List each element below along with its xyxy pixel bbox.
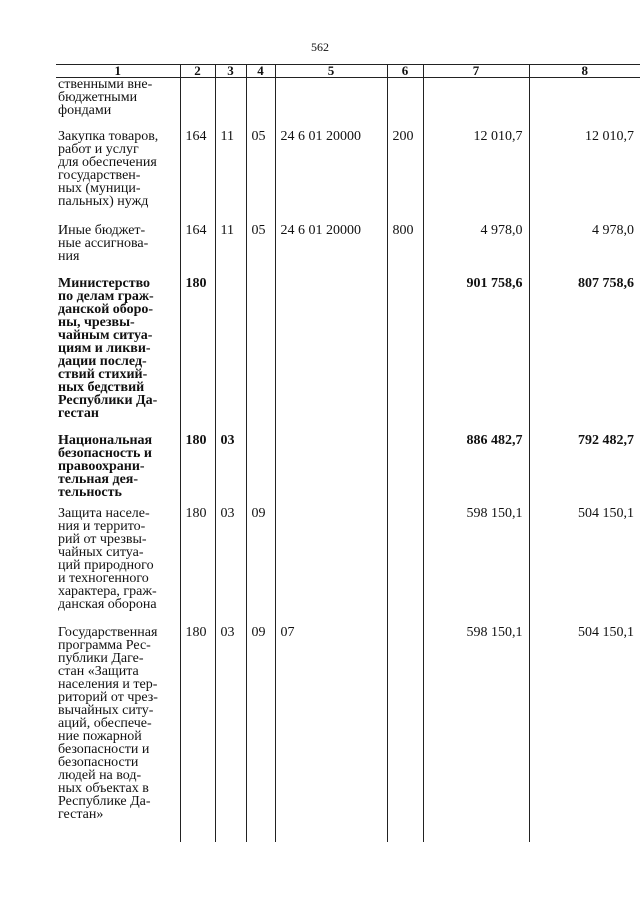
table-row xyxy=(56,624,640,842)
cell-col-7: 598 150,1 xyxy=(423,505,529,624)
table-row xyxy=(56,222,640,275)
cell-col-5 xyxy=(275,78,387,129)
cell-col-4 xyxy=(246,275,275,432)
cell-col-5 xyxy=(275,275,387,432)
table-row xyxy=(56,78,640,129)
cell-col-4: 09 xyxy=(246,624,275,842)
cell-col-7: 598 150,1 xyxy=(423,624,529,842)
cell-col-4: 05 xyxy=(246,222,275,275)
cell-col-6: 200 xyxy=(387,128,423,222)
cell-col-3: 11 xyxy=(215,222,246,275)
header-col-1: 1 xyxy=(56,65,180,78)
cell-col-5 xyxy=(275,432,387,505)
header-col-5: 5 xyxy=(275,65,387,78)
row-name: Иные бюджет- ные ассигнова- ния xyxy=(58,223,149,264)
cell-col-2 xyxy=(180,78,215,129)
row-name: ственными вне- бюджетными фондами xyxy=(58,77,153,118)
cell-col-8: 807 758,6 xyxy=(529,275,640,432)
cell-col-7: 12 010,7 xyxy=(423,128,529,222)
cell-col-7: 4 978,0 xyxy=(423,222,529,275)
header-col-2: 2 xyxy=(180,65,215,78)
cell-col-4: 05 xyxy=(246,128,275,222)
header-col-4: 4 xyxy=(246,65,275,78)
cell-col-5: 24 6 01 20000 xyxy=(275,222,387,275)
table-header xyxy=(56,65,640,78)
table-row xyxy=(56,128,640,222)
cell-col-2: 164 xyxy=(180,128,215,222)
row-name: Национальная безопасность и правоохрани- тельная дея- тельность xyxy=(58,433,153,500)
header-col-8: 8 xyxy=(529,65,640,78)
cell-col-5 xyxy=(275,505,387,624)
cell-col-2: 180 xyxy=(180,505,215,624)
cell-col-2: 164 xyxy=(180,222,215,275)
row-name: Закупка товаров, работ и услуг для обеспечения государствен- ных (муници- пальных) нужд xyxy=(58,129,159,209)
cell-col-3: 03 xyxy=(215,624,246,842)
header-row xyxy=(56,65,640,78)
table-body xyxy=(56,78,640,843)
cell-col-7 xyxy=(423,78,529,129)
cell-col-7: 901 758,6 xyxy=(423,275,529,432)
cell-col-3 xyxy=(215,275,246,432)
cell-col-4: 09 xyxy=(246,505,275,624)
cell-col-6 xyxy=(387,432,423,505)
cell-col-7: 886 482,7 xyxy=(423,432,529,505)
cell-col-3: 03 xyxy=(215,432,246,505)
cell-col-8: 12 010,7 xyxy=(529,128,640,222)
cell-col-6: 800 xyxy=(387,222,423,275)
row-name: Защита населе- ния и террито- рий от чрезвы- чайных ситуа- ций природного и техногенного характера, граж- данская оборона xyxy=(58,506,157,612)
cell-col-8: 4 978,0 xyxy=(529,222,640,275)
cell-col-5: 24 6 01 20000 xyxy=(275,128,387,222)
cell-col-5: 07 xyxy=(275,624,387,842)
cell-col-8: 792 482,7 xyxy=(529,432,640,505)
cell-col-8: 504 150,1 xyxy=(529,624,640,842)
table-row xyxy=(56,432,640,505)
cell-col-6 xyxy=(387,624,423,842)
budget-table xyxy=(56,64,640,842)
header-col-6: 6 xyxy=(387,65,423,78)
cell-col-3 xyxy=(215,78,246,129)
table-row xyxy=(56,275,640,432)
table-row xyxy=(56,505,640,624)
cell-col-6 xyxy=(387,505,423,624)
cell-col-6 xyxy=(387,275,423,432)
cell-col-4 xyxy=(246,78,275,129)
cell-col-3: 03 xyxy=(215,505,246,624)
cell-col-2: 180 xyxy=(180,432,215,505)
page-number: 562 xyxy=(311,40,329,54)
cell-col-3: 11 xyxy=(215,128,246,222)
cell-col-2: 180 xyxy=(180,275,215,432)
cell-col-2: 180 xyxy=(180,624,215,842)
header-col-3: 3 xyxy=(215,65,246,78)
cell-col-8: 504 150,1 xyxy=(529,505,640,624)
header-col-7: 7 xyxy=(423,65,529,78)
cell-col-4 xyxy=(246,432,275,505)
row-name: Государственная программа Рес- публики Даге- стан «Защита населения и тер- риторий от чрез- вычайных ситу- аций, обеспече- ние пожарной безопасности и безопасности людей на вод- ных объектах в Республике Да- гестан» xyxy=(58,625,158,822)
row-name: Министерство по делам граж- данской оборо- ны, чрезвы- чайным ситуа- циям и ликви- дации послед- ствий стихий- ных бедствий Республики Да- гестан xyxy=(58,276,158,421)
cell-col-6 xyxy=(387,78,423,129)
cell-col-8 xyxy=(529,78,640,129)
